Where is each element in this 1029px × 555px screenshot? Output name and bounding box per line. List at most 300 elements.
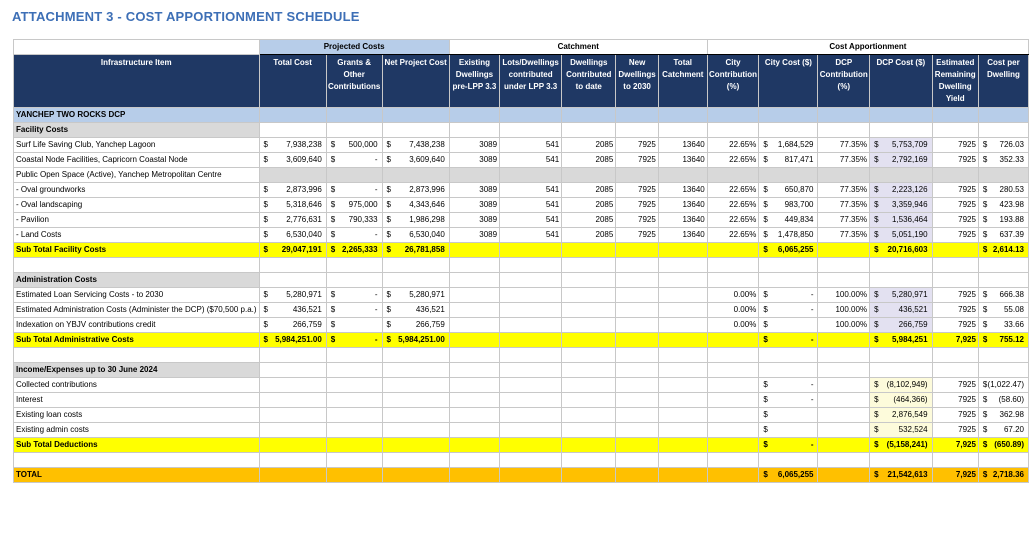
subtotal-dcpcost: $ (5,158,241): [870, 438, 933, 453]
value-dcpcost: $ 266,759: [870, 318, 933, 333]
empty-cell: [259, 423, 326, 438]
income-row: [14, 423, 1029, 438]
value-total: $ 3,609,640: [259, 153, 326, 168]
empty-cell: [870, 273, 933, 288]
empty-cell: [870, 453, 933, 468]
item-label: Estimated Administration Costs (Administer the DCP) ($70,500 p.a.): [14, 303, 260, 318]
value-citypct: 22.65%: [707, 213, 759, 228]
value-cpd: $ 362.98: [978, 408, 1028, 423]
header-net: Net Project Cost: [382, 55, 449, 108]
empty-cell: [259, 168, 326, 183]
empty-cell: [658, 273, 707, 288]
value-total: $ 6,530,040: [259, 228, 326, 243]
value-dcpcost: $ 532,524: [870, 423, 933, 438]
value-catch: 13640: [658, 153, 707, 168]
empty-cell: [616, 288, 659, 303]
item-label: - Oval groundworks: [14, 183, 260, 198]
empty-cell: [978, 348, 1028, 363]
empty-cell: [616, 258, 659, 273]
empty-cell: [259, 438, 326, 453]
empty-cell: [562, 363, 616, 378]
value-lots: 541: [500, 183, 562, 198]
empty-cell: [978, 453, 1028, 468]
subtotal-grants: $ 2,265,333: [326, 243, 382, 258]
header-lots: Lots/Dwellings contributed under LPP 3.3: [500, 55, 562, 108]
empty-cell: [449, 408, 499, 423]
value-citypct: 22.65%: [707, 138, 759, 153]
empty-cell: [259, 393, 326, 408]
empty-cell: [500, 303, 562, 318]
header-citycost: City Cost ($): [759, 55, 818, 108]
empty-cell: [870, 363, 933, 378]
empty-cell: [616, 243, 659, 258]
value-cpd: $ 67.20: [978, 423, 1028, 438]
empty-cell: [326, 453, 382, 468]
empty-cell: [707, 123, 759, 138]
empty-cell: [562, 423, 616, 438]
value-total: $ 2,873,996: [259, 183, 326, 198]
value-cpd: $ 352.33: [978, 153, 1028, 168]
empty-cell: [818, 408, 870, 423]
value-dcppct: 77.35%: [818, 183, 870, 198]
empty-cell: [870, 108, 933, 123]
value-new: 7925: [616, 228, 659, 243]
empty-cell: [707, 423, 759, 438]
empty-cell: [707, 243, 759, 258]
empty-cell: [449, 468, 499, 483]
subtotal-yield: 7,925: [932, 468, 978, 483]
value-cpd: $ 55.08: [978, 303, 1028, 318]
item-label: - Pavilion: [14, 213, 260, 228]
subtotal-label: Sub Total Facility Costs: [14, 243, 260, 258]
value-total: $ 5,280,971: [259, 288, 326, 303]
value-dcpcost: $ 2,223,126: [870, 183, 933, 198]
empty-cell: [818, 453, 870, 468]
value-contrib: 2085: [562, 198, 616, 213]
item-label: Collected contributions: [14, 378, 260, 393]
value-dcppct: 100.00%: [818, 318, 870, 333]
value-cpd: $ 423.98: [978, 198, 1028, 213]
subtotal-total: $ 5,984,251.00: [259, 333, 326, 348]
value-total: $ 5,318,646: [259, 198, 326, 213]
empty-cell: [932, 348, 978, 363]
empty-cell: [382, 258, 449, 273]
subtotal-cpd: $ 2,718.36: [978, 468, 1028, 483]
empty-cell: [562, 348, 616, 363]
empty-cell: [818, 273, 870, 288]
empty-cell: [259, 453, 326, 468]
empty-cell: [449, 393, 499, 408]
subtotal-cpd: $ 2,614.13: [978, 243, 1028, 258]
value-yield: 7925: [932, 378, 978, 393]
income-heading-label: Income/Expenses up to 30 June 2024: [14, 363, 260, 378]
value-dcpcost: $ 5,753,709: [870, 138, 933, 153]
empty-cell: [14, 348, 260, 363]
value-citypct: 22.65%: [707, 153, 759, 168]
empty-cell: [14, 453, 260, 468]
value-net: $ 1,986,298: [382, 213, 449, 228]
empty-cell: [759, 108, 818, 123]
facility-row: [14, 228, 1029, 243]
value-cpd: $ 637.39: [978, 228, 1028, 243]
subtotal-total: $ 29,047,191: [259, 243, 326, 258]
value-dcpcost: $ (464,366): [870, 393, 933, 408]
subtotal-cpd: $ (650.89): [978, 438, 1028, 453]
income-subtotal-row: [14, 438, 1029, 453]
empty-cell: [449, 453, 499, 468]
empty-cell: [562, 378, 616, 393]
facility-heading-label: Facility Costs: [14, 123, 260, 138]
subtotal-citycost: $ -: [759, 333, 818, 348]
value-net: $ 6,530,040: [382, 228, 449, 243]
empty-cell: [326, 363, 382, 378]
empty-cell: [616, 303, 659, 318]
empty-cell: [658, 453, 707, 468]
value-contrib: 2085: [562, 228, 616, 243]
empty-cell: [500, 423, 562, 438]
empty-cell: [707, 393, 759, 408]
item-label: Existing admin costs: [14, 423, 260, 438]
value-citycost: $ 1,684,529: [759, 138, 818, 153]
empty-cell: [449, 273, 499, 288]
value-grants: $: [326, 318, 382, 333]
empty-cell: [562, 243, 616, 258]
empty-cell: [818, 393, 870, 408]
value-catch: 13640: [658, 213, 707, 228]
value-dcppct: 77.35%: [818, 198, 870, 213]
income-row: [14, 378, 1029, 393]
header-catch: Total Catchment: [658, 55, 707, 108]
facility-row: [14, 183, 1029, 198]
empty-cell: [500, 333, 562, 348]
empty-cell: [616, 453, 659, 468]
value-grants: $ 790,333: [326, 213, 382, 228]
empty-cell: [707, 408, 759, 423]
value-grants: $ -: [326, 228, 382, 243]
empty-cell: [978, 273, 1028, 288]
value-catch: 13640: [658, 198, 707, 213]
empty-cell: [449, 333, 499, 348]
facility-row: [14, 153, 1029, 168]
empty-cell: [818, 168, 870, 183]
facility-subtotal-row: [14, 243, 1029, 258]
empty-cell: [259, 258, 326, 273]
empty-cell: [259, 468, 326, 483]
facility-heading: [14, 123, 1029, 138]
empty-cell: [259, 363, 326, 378]
value-existing: 3089: [449, 138, 499, 153]
income-row: [14, 408, 1029, 423]
empty-cell: [818, 378, 870, 393]
empty-cell: [449, 258, 499, 273]
empty-cell: [616, 348, 659, 363]
empty-cell: [326, 378, 382, 393]
empty-cell: [616, 318, 659, 333]
empty-cell: [259, 378, 326, 393]
value-contrib: 2085: [562, 213, 616, 228]
empty-cell: [382, 468, 449, 483]
value-citypct: 0.00%: [707, 318, 759, 333]
empty-cell: [932, 258, 978, 273]
item-label: - Land Costs: [14, 228, 260, 243]
empty-cell: [382, 108, 449, 123]
empty-cell: [562, 453, 616, 468]
dcp-name: YANCHEP TWO ROCKS DCP: [14, 108, 260, 123]
group-catchment: Catchment: [449, 40, 707, 55]
value-citycost: $ -: [759, 378, 818, 393]
empty-cell: [326, 168, 382, 183]
header-existing: Existing Dwellings pre-LPP 3.3: [449, 55, 499, 108]
spacer-row: [14, 258, 1029, 273]
empty-cell: [259, 123, 326, 138]
empty-cell: [658, 318, 707, 333]
value-dcpcost: $ 2,876,549: [870, 408, 933, 423]
empty-cell: [658, 168, 707, 183]
value-new: 7925: [616, 153, 659, 168]
header-dcppct: DCP Contribution (%): [818, 55, 870, 108]
empty-cell: [326, 408, 382, 423]
empty-cell: [818, 438, 870, 453]
empty-cell: [707, 363, 759, 378]
empty-cell: [259, 273, 326, 288]
empty-cell: [562, 408, 616, 423]
empty-cell: [818, 363, 870, 378]
empty-cell: [658, 288, 707, 303]
group-projected-costs: Projected Costs: [259, 40, 449, 55]
facility-row: [14, 138, 1029, 153]
empty-cell: [707, 438, 759, 453]
empty-cell: [449, 288, 499, 303]
empty-cell: [707, 108, 759, 123]
value-total: $ 266,759: [259, 318, 326, 333]
empty-cell: [562, 258, 616, 273]
value-lots: 541: [500, 213, 562, 228]
value-net: $ 4,343,646: [382, 198, 449, 213]
value-dcpcost: $ 5,280,971: [870, 288, 933, 303]
value-catch: 13640: [658, 138, 707, 153]
empty-cell: [562, 123, 616, 138]
value-dcppct: 77.35%: [818, 138, 870, 153]
empty-cell: [870, 123, 933, 138]
income-row: [14, 393, 1029, 408]
empty-cell: [562, 168, 616, 183]
empty-cell: [259, 108, 326, 123]
empty-cell: [500, 168, 562, 183]
value-dcppct: 100.00%: [818, 303, 870, 318]
subtotal-dcpcost: $ 20,716,603: [870, 243, 933, 258]
empty-cell: [978, 123, 1028, 138]
empty-cell: [658, 378, 707, 393]
subtotal-net: $ 26,781,858: [382, 243, 449, 258]
cost-schedule-table: [13, 39, 1029, 483]
empty-cell: [562, 273, 616, 288]
page-title: ATTACHMENT 3 - COST APPORTIONMENT SCHEDULE: [12, 9, 360, 24]
empty-cell: [616, 423, 659, 438]
value-total: $ 2,776,631: [259, 213, 326, 228]
empty-cell: [759, 168, 818, 183]
empty-cell: [932, 243, 978, 258]
admin-subtotal-row: [14, 333, 1029, 348]
admin-row: [14, 303, 1029, 318]
header-yield: Estimated Remaining Dwelling Yield: [932, 55, 978, 108]
empty-cell: [562, 108, 616, 123]
value-net: $ 436,521: [382, 303, 449, 318]
item-label: Interest: [14, 393, 260, 408]
empty-cell: [818, 468, 870, 483]
empty-cell: [449, 423, 499, 438]
value-yield: 7925: [932, 408, 978, 423]
empty-cell: [562, 438, 616, 453]
value-dcpcost: $ 5,051,190: [870, 228, 933, 243]
empty-cell: [449, 303, 499, 318]
empty-cell: [932, 108, 978, 123]
value-cpd: $ (1,022.47): [978, 378, 1028, 393]
empty-cell: [382, 423, 449, 438]
value-grants: $ 975,000: [326, 198, 382, 213]
value-citycost: $ 1,478,850: [759, 228, 818, 243]
admin-heading-label: Administration Costs: [14, 273, 260, 288]
empty-cell: [500, 363, 562, 378]
value-dcpcost: $ 436,521: [870, 303, 933, 318]
value-citycost: $ 983,700: [759, 198, 818, 213]
empty-cell: [326, 108, 382, 123]
value-grants: $ -: [326, 303, 382, 318]
pos-heading-row: [14, 168, 1029, 183]
empty-cell: [932, 453, 978, 468]
subtotal-label: Sub Total Administrative Costs: [14, 333, 260, 348]
value-citypct: 22.65%: [707, 198, 759, 213]
empty-cell: [449, 108, 499, 123]
empty-cell: [562, 468, 616, 483]
empty-cell: [500, 108, 562, 123]
empty-cell: [616, 363, 659, 378]
value-citycost: $ 817,471: [759, 153, 818, 168]
subtotal-grants: $ -: [326, 333, 382, 348]
value-citypct: 22.65%: [707, 228, 759, 243]
empty-cell: [382, 273, 449, 288]
value-lots: 541: [500, 228, 562, 243]
value-contrib: 2085: [562, 138, 616, 153]
empty-cell: [382, 123, 449, 138]
value-grants: $ -: [326, 183, 382, 198]
value-grants: $ -: [326, 288, 382, 303]
income-heading: [14, 363, 1029, 378]
subtotal-label: TOTAL: [14, 468, 260, 483]
empty-cell: [658, 258, 707, 273]
header-total: Total Cost: [259, 55, 326, 108]
admin-heading: [14, 273, 1029, 288]
empty-cell: [932, 168, 978, 183]
empty-cell: [658, 333, 707, 348]
subtotal-dcpcost: $ 21,542,613: [870, 468, 933, 483]
empty-cell: [818, 423, 870, 438]
empty-cell: [500, 243, 562, 258]
admin-row: [14, 318, 1029, 333]
empty-cell: [500, 258, 562, 273]
value-yield: 7925: [932, 228, 978, 243]
empty-cell: [616, 378, 659, 393]
empty-cell: [658, 423, 707, 438]
empty-cell: [818, 108, 870, 123]
header-citypct: City Contribution (%): [707, 55, 759, 108]
subtotal-dcpcost: $ 5,984,251: [870, 333, 933, 348]
empty-cell: [259, 408, 326, 423]
header-cpd: Cost per Dwelling: [978, 55, 1028, 108]
empty-cell: [707, 453, 759, 468]
empty-cell: [259, 348, 326, 363]
empty-cell: [449, 243, 499, 258]
value-dcpcost: $ 2,792,169: [870, 153, 933, 168]
header-contrib: Dwellings Contributed to date: [562, 55, 616, 108]
empty-cell: [978, 108, 1028, 123]
empty-cell: [616, 393, 659, 408]
empty-cell: [449, 438, 499, 453]
value-dcppct: 77.35%: [818, 213, 870, 228]
empty-cell: [382, 393, 449, 408]
empty-cell: [616, 108, 659, 123]
value-citycost: $ -: [759, 303, 818, 318]
empty-cell: [500, 273, 562, 288]
empty-cell: [14, 258, 260, 273]
subtotal-yield: 7,925: [932, 333, 978, 348]
empty-cell: [382, 453, 449, 468]
value-citycost: $: [759, 318, 818, 333]
group-header-row: [14, 40, 1029, 55]
empty-cell: [707, 348, 759, 363]
empty-cell: [870, 168, 933, 183]
empty-cell: [658, 123, 707, 138]
value-net: $ 2,873,996: [382, 183, 449, 198]
empty-cell: [658, 243, 707, 258]
value-citycost: $: [759, 408, 818, 423]
empty-cell: [326, 273, 382, 288]
empty-cell: [562, 303, 616, 318]
empty-cell: [562, 288, 616, 303]
value-existing: 3089: [449, 198, 499, 213]
value-new: 7925: [616, 198, 659, 213]
empty-cell: [658, 348, 707, 363]
value-new: 7925: [616, 213, 659, 228]
blank-cell: [14, 40, 260, 55]
empty-cell: [707, 468, 759, 483]
empty-cell: [616, 168, 659, 183]
empty-cell: [818, 348, 870, 363]
value-existing: 3089: [449, 153, 499, 168]
empty-cell: [658, 393, 707, 408]
value-net: $ 266,759: [382, 318, 449, 333]
subtotal-net: $ 5,984,251.00: [382, 333, 449, 348]
empty-cell: [818, 333, 870, 348]
subtotal-cpd: $ 755.12: [978, 333, 1028, 348]
value-citycost: $ -: [759, 393, 818, 408]
empty-cell: [449, 378, 499, 393]
value-cpd: $ (58.60): [978, 393, 1028, 408]
header-grants: Grants & Other Contributions: [326, 55, 382, 108]
empty-cell: [326, 348, 382, 363]
empty-cell: [759, 363, 818, 378]
empty-cell: [759, 273, 818, 288]
empty-cell: [562, 318, 616, 333]
value-yield: 7925: [932, 288, 978, 303]
empty-cell: [707, 168, 759, 183]
value-existing: 3089: [449, 213, 499, 228]
value-existing: 3089: [449, 228, 499, 243]
empty-cell: [616, 273, 659, 288]
value-grants: $ 500,000: [326, 138, 382, 153]
dcp-name-row: [14, 108, 1029, 123]
group-cost-apportionment: Cost Apportionment: [707, 40, 1028, 55]
empty-cell: [759, 453, 818, 468]
